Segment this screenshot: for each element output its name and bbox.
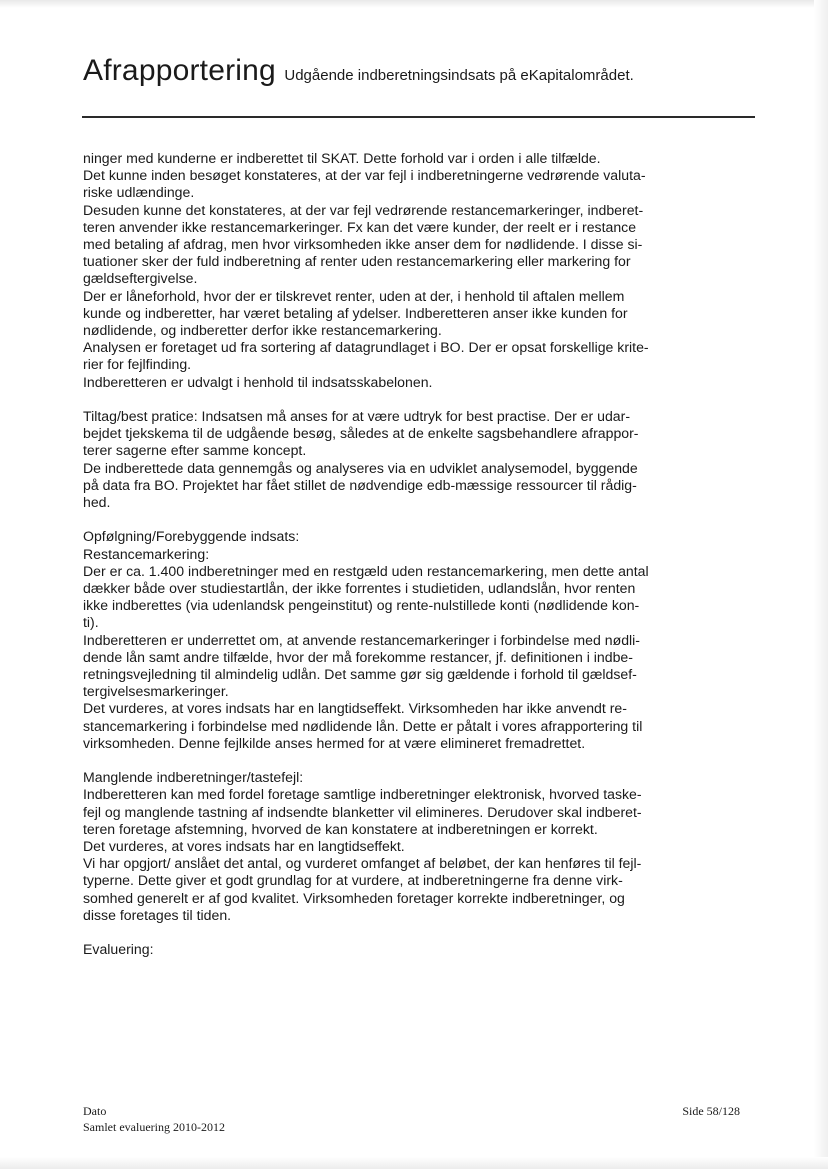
footer-date-label: Dato: [83, 1104, 107, 1118]
body-line: riske udlændinge.: [83, 184, 195, 201]
page-header: [83, 54, 634, 88]
paragraph-gap: [83, 924, 759, 941]
body-line: De indberettede data gennemgås og analyseres via en udviklet analysemodel, byggende: [83, 459, 638, 476]
body-line: teren foretage afstemning, hvorved de kan konstatere at indberetningen er korrekt.: [83, 820, 598, 837]
body-line: stancemarkering i forbindelse med nødlidende lån. Dette er påtalt i vores afrapportering til: [83, 717, 643, 734]
body-line: gældseftergivelse.: [83, 270, 198, 287]
body-line: tergivelsesmarkeringer.: [83, 683, 229, 700]
body-line: dende lån samt andre tilfælde, hvor der må forekomme restancer, jf. definitionen i indbe-: [83, 648, 633, 665]
body-line: teren anvender ikke restancemarkeringer. Fx kan det være kunder, der reelt er i restance: [83, 218, 637, 235]
body-line: Desuden kunne det konstateres, at der var fejl vedrørende restancemarkeringer, indberet-: [83, 201, 644, 218]
scan-edge-bottom: [0, 1157, 828, 1169]
scan-edge-top: [0, 0, 828, 8]
body-line: dækker både over studiestartlån, der ikke forrentes i studietiden, udlandslån, hvor renten: [83, 580, 636, 597]
body-line: Det kunne inden besøget konstateres, at der var fejl i indberetningerne vedrørende valuta-: [83, 167, 646, 184]
body-line: disse foretages til tiden.: [83, 906, 232, 923]
body-line: ninger med kunderne er indberettet til SKAT. Dette forhold var i orden i alle tilfælde.: [83, 150, 601, 166]
header-title: Afrapportering: [83, 54, 276, 87]
footer-left: [83, 1103, 225, 1135]
body-line: Der er låneforhold, hvor der er tilskrevet renter, uden at der, i henhold til aftalen mellem: [83, 287, 625, 304]
body-line: Det vurderes, at vores indsats har en langtidseffekt. Virksomheden har ikke anvendt re-: [83, 700, 627, 717]
body-line: ikke indberettes (via udenlandsk pengeinstitut) og rente-nulstillede konti (nødlidende kon-: [83, 597, 640, 614]
body-line: retningsvejledning til almindelig udlån. Det samme gør sig gældende i forhold til gældsef-: [83, 666, 637, 683]
body-line: Vi har opgjort/ anslået det antal, og vurderet omfanget af beløbet, der kan henføres til fejl-: [83, 855, 642, 872]
body-line: ti).: [83, 614, 99, 631]
body-line: Det vurderes, at vores indsats har en langtidseffekt.: [83, 838, 405, 855]
body-line: tuationer sker der fuld indberetning af renter uden restancemarkering eller markering for: [83, 253, 631, 270]
body-line: Evaluering:: [83, 941, 154, 958]
body-line: Indberetteren er underrettet om, at anvende restancemarkeringer i forbindelse med nødli-: [83, 631, 640, 648]
header-divider: [82, 116, 755, 118]
body-line: typerne. Dette giver et godt grundlag for at vurdere, at indberetningerne fra denne virk-: [83, 872, 623, 889]
body-line: bejdet tjekskema til de udgående besøg, således at de enkelte sagsbehandlere afrappor-: [83, 425, 639, 442]
paragraph-gap: [83, 511, 759, 528]
body-line: med betaling af afdrag, men hvor virksomheden ikke anser dem for nødlidende. I disse si-: [83, 236, 643, 253]
body-line: nødlidende, og indberetter derfor ikke restancemarkering.: [83, 322, 442, 339]
footer-document-name: Samlet evaluering 2010-2012: [83, 1120, 225, 1134]
body-line: Indberetteren er udvalgt i henhold til indsatsskabelonen.: [83, 373, 433, 390]
body-line: Analysen er foretaget ud fra sortering af datagrundlaget i BO. Der er opsat forskellige krite-: [83, 339, 649, 356]
body-text: [83, 150, 759, 958]
body-line: Restancemarkering:: [83, 545, 210, 562]
header-subtitle: Udgående indberetningsindsats på eKapitalområdet.: [284, 67, 634, 84]
body-line: på data fra BO. Projektet har fået stillet de nødvendige edb-mæssige ressourcer til rådig-: [83, 476, 637, 493]
body-line: hed.: [83, 494, 111, 511]
paragraph-gap: [83, 391, 759, 408]
body-line: terer sagerne efter samme koncept.: [83, 442, 307, 459]
body-line: rier for fejlfinding.: [83, 356, 192, 373]
body-line: Manglende indberetninger/tastefejl:: [83, 769, 304, 786]
body-line: fejl og manglende tastning af indsendte blanketter vil elimineres. Derudover skal indberet-: [83, 803, 642, 820]
scan-edge-right: [814, 0, 828, 1169]
body-line: somhed generelt er af god kvalitet. Virksomheden foretager korrekte indberetninger, og: [83, 889, 625, 906]
body-line: kunde og indberetter, har været betaling af ydelser. Indberetteren anser ikke kunden for: [83, 304, 628, 321]
body-line: Der er ca. 1.400 indberetninger med en restgæld uden restancemarkering, men dette antal: [83, 562, 649, 579]
body-line: Opfølgning/Forebyggende indsats:: [83, 528, 300, 545]
body-line: Indberetteren kan med fordel foretage samtlige indberetninger elektronisk, hvorved taske-: [83, 786, 642, 803]
paragraph-gap: [83, 752, 759, 769]
body-line: virksomheden. Denne fejlkilde anses hermed for at være elimineret fremadrettet.: [83, 734, 586, 751]
body-line: Tiltag/best pratice: Indsatsen må anses for at være udtryk for best practise. Der er udar-: [83, 408, 631, 425]
footer-page-number: Side 58/128: [682, 1104, 740, 1118]
